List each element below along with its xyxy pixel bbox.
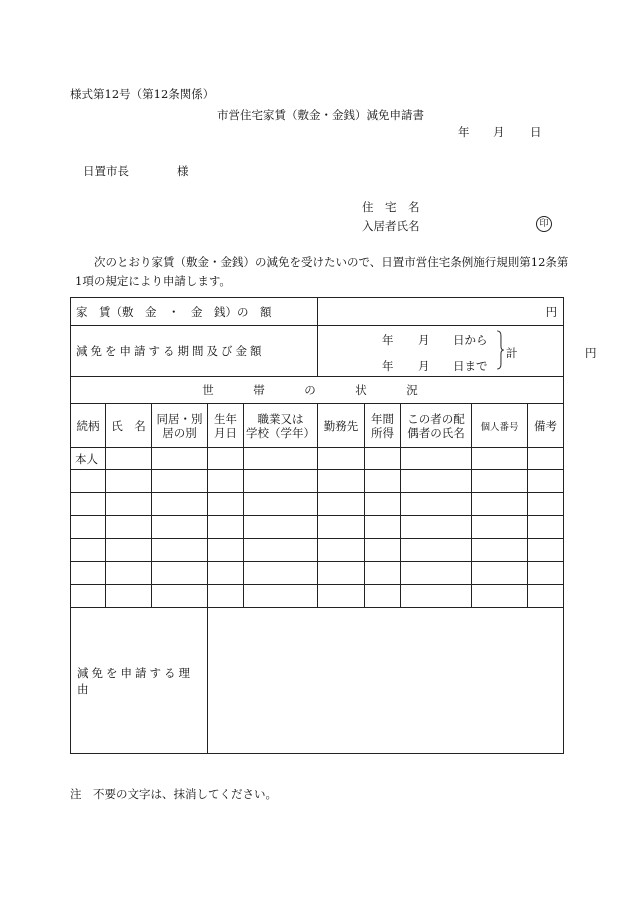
table-cell[interactable]: [106, 539, 152, 562]
table-cell[interactable]: [472, 448, 528, 470]
rent-label: 家 賃（敷 金 ・ 金 銭）の 額: [71, 298, 318, 326]
table-cell[interactable]: [528, 516, 564, 539]
table-cell[interactable]: [244, 516, 318, 539]
date-day-label: 日: [530, 125, 542, 139]
col-workplace: 勤務先: [318, 404, 365, 448]
table-cell[interactable]: [365, 539, 401, 562]
table-cell[interactable]: [365, 470, 401, 493]
form-number: 様式第12号（第12条関係）: [70, 87, 215, 101]
period-to-month: 月: [418, 359, 430, 373]
household-row: [71, 470, 564, 493]
table-cell[interactable]: [318, 585, 365, 608]
rent-yen[interactable]: 円: [318, 298, 564, 326]
table-cell[interactable]: [365, 448, 401, 470]
table-cell[interactable]: [472, 562, 528, 585]
period-from-year: 年: [382, 333, 394, 347]
table-cell[interactable]: [365, 493, 401, 516]
col-relation: 続柄: [71, 404, 106, 448]
brace-icon: [496, 330, 504, 370]
table-cell[interactable]: [106, 585, 152, 608]
table-cell[interactable]: [401, 585, 472, 608]
col-spouse: この者の配 偶者の氏名: [401, 404, 472, 448]
addressee-name: 日置市長: [83, 164, 129, 178]
period-to-year: 年: [382, 359, 394, 373]
application-table: [70, 297, 597, 754]
reason-row: [71, 608, 564, 754]
household-row: [71, 493, 564, 516]
table-cell[interactable]: [208, 493, 244, 516]
table-cell[interactable]: [528, 470, 564, 493]
col-name: 氏 名: [106, 404, 152, 448]
table-cell[interactable]: [318, 562, 365, 585]
table-cell[interactable]: [244, 493, 318, 516]
table-cell[interactable]: [472, 585, 528, 608]
table-cell[interactable]: [71, 470, 106, 493]
table-cell[interactable]: [152, 493, 208, 516]
table-cell[interactable]: [401, 516, 472, 539]
table-cell[interactable]: [106, 516, 152, 539]
self-label: 本人: [71, 448, 106, 470]
table-cell[interactable]: [71, 585, 106, 608]
table-cell[interactable]: [244, 448, 318, 470]
table-cell[interactable]: [528, 448, 564, 470]
table-cell[interactable]: [152, 470, 208, 493]
household-row: [71, 562, 564, 585]
table-cell[interactable]: [472, 493, 528, 516]
page-title: 市営住宅家賃（敷金・金銭）減免申請書: [217, 108, 424, 122]
table-cell[interactable]: [528, 539, 564, 562]
household-row: [71, 448, 564, 470]
table-cell[interactable]: [106, 470, 152, 493]
table-cell[interactable]: [528, 493, 564, 516]
period-from-month: 月: [418, 333, 430, 347]
table-cell[interactable]: [152, 448, 208, 470]
reason-label: 減免を申請する理由: [71, 608, 208, 754]
col-personal-number: 個人番号: [472, 404, 528, 448]
table-cell[interactable]: [401, 539, 472, 562]
table-cell[interactable]: [208, 585, 244, 608]
table-cell[interactable]: [208, 470, 244, 493]
household-header-row: [71, 404, 564, 448]
table-cell[interactable]: [71, 493, 106, 516]
rent-row: [71, 298, 564, 326]
period-row: [71, 326, 564, 377]
period-total-label: 計: [506, 346, 518, 360]
table-cell[interactable]: [365, 562, 401, 585]
seal-mark: 印: [536, 216, 552, 232]
table-cell[interactable]: [528, 585, 564, 608]
table-cell[interactable]: [318, 493, 365, 516]
table-cell[interactable]: [152, 562, 208, 585]
table-cell[interactable]: [244, 539, 318, 562]
col-cohabit: 同居・別 居の別: [152, 404, 208, 448]
table-cell[interactable]: [244, 585, 318, 608]
table-cell[interactable]: [401, 448, 472, 470]
resident-name-label: 入居者氏名: [362, 219, 420, 233]
table-cell[interactable]: [71, 516, 106, 539]
table-cell[interactable]: [365, 585, 401, 608]
period-to-day: 日まで: [453, 359, 488, 373]
period-label: 減免を申請する期間及び金額: [71, 326, 318, 377]
table-cell[interactable]: [208, 516, 244, 539]
table-cell[interactable]: [401, 562, 472, 585]
table-cell[interactable]: [401, 470, 472, 493]
intro-line-2: 1項の規定により申請します。: [75, 274, 231, 288]
col-income: 年間 所得: [365, 404, 401, 448]
table-cell[interactable]: [208, 539, 244, 562]
table-cell[interactable]: [71, 539, 106, 562]
table-cell[interactable]: [528, 562, 564, 585]
period-from-day: 日から: [453, 333, 488, 347]
col-birthdate: 生年 月日: [208, 404, 244, 448]
table-cell[interactable]: [472, 470, 528, 493]
date-month-label: 月: [493, 125, 505, 139]
addressee-honorific: 様: [177, 164, 189, 178]
table-cell[interactable]: [106, 448, 152, 470]
table-cell[interactable]: [152, 516, 208, 539]
col-remarks: 備考: [528, 404, 564, 448]
household-row: [71, 585, 564, 608]
household-row: [71, 539, 564, 562]
address-label: 住 宅 名: [362, 200, 420, 214]
household-title: 世 帯 の 状 況: [71, 377, 564, 404]
period-total-yen: 円: [585, 346, 597, 360]
household-row: [71, 516, 564, 539]
period-cell[interactable]: [318, 326, 597, 377]
footer-note: 注 不要の文字は、抹消してください。: [70, 787, 277, 801]
table-cell[interactable]: [318, 470, 365, 493]
household-title-row: [71, 377, 564, 404]
table-cell[interactable]: [318, 448, 365, 470]
table-cell[interactable]: [472, 516, 528, 539]
table-cell[interactable]: [472, 539, 528, 562]
col-occupation: 職業又は 学校（学年）: [244, 404, 318, 448]
table-cell[interactable]: [365, 516, 401, 539]
table-cell[interactable]: [106, 493, 152, 516]
table-cell[interactable]: [401, 493, 472, 516]
table-cell[interactable]: [152, 585, 208, 608]
table-cell[interactable]: [244, 562, 318, 585]
table-cell[interactable]: [208, 448, 244, 470]
table-cell[interactable]: [152, 539, 208, 562]
table-cell[interactable]: [244, 470, 318, 493]
table-cell[interactable]: [71, 562, 106, 585]
table-cell[interactable]: [318, 539, 365, 562]
table-cell[interactable]: [318, 516, 365, 539]
table-cell[interactable]: [208, 562, 244, 585]
table-cell[interactable]: [106, 562, 152, 585]
date-year-label: 年: [458, 125, 470, 139]
intro-line-1: 次のとおり家賃（敷金・金銭）の減免を受けたいので、日置市営住宅条例施行規則第12条第: [94, 255, 569, 269]
reason-input[interactable]: [208, 608, 564, 754]
